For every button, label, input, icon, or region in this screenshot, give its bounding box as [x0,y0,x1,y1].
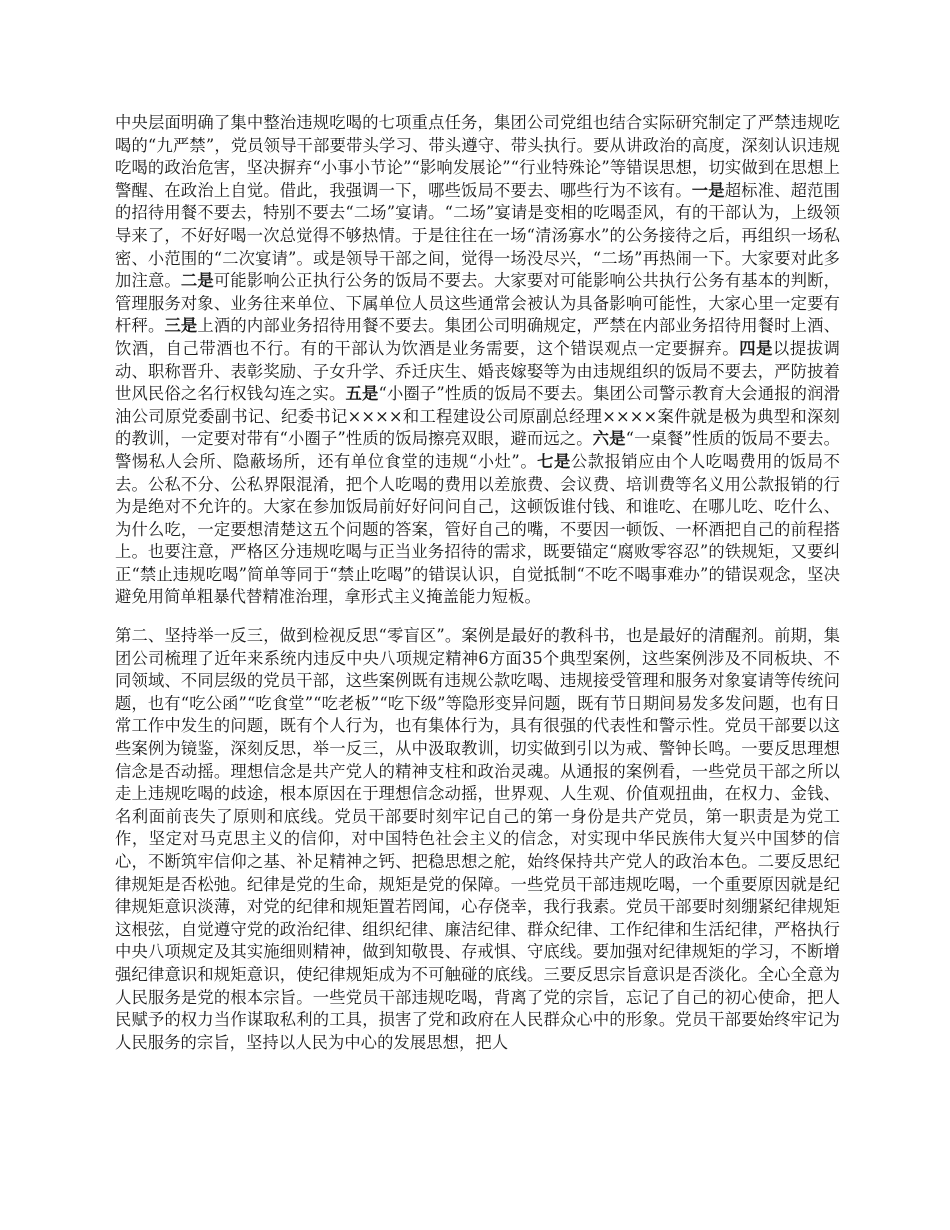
paragraph-1-text: 中央层面明确了集中整治违规吃喝的七项重点任务，集团公司党组也结合实际研究制定了严禁违规吃喝的“九严禁”，党员领导干部要带头学习、带头遵守、带头执行。要从讲政治的高度，深刻认识违规吃喝的政治危害，坚决摒弃“小事小节论”“影响发展论”“行业特殊论”等错误思想，切实做到在思想上警醒、在政治上自觉。借此，我强调一下，哪些饭局不要去、哪些行为不该有。 [115,113,840,200]
keyword-2: 二是 [180,271,214,291]
keyword-7: 七是 [537,451,571,471]
paragraph-1-text: 以提拔调动、职称晋升、表彰奖励、子女升学、乔迁庆生、婚丧嫁娶等为由违规组织的饭局不要去，严防披着世风民俗之名行权钱勾连之实。 [115,338,840,404]
document-page [115,112,840,1054]
keyword-6: 六是 [592,429,626,449]
paragraph-1-text: 上酒的内部业务招待用餐不要去。集团公司明确规定，严禁在内部业务招待用餐时上酒、饮酒，自己带酒也不行。有的干部认为饮酒是业务需要，这个错误观点一定要摒弃。 [115,316,840,358]
paragraph-1-text: 超标准、超范围的招待用餐不要去，特别不要去“二场”宴请。“二场”宴请是变相的吃喝歪风，有的干部认为，上级领导来了，不好好喝一次总觉得不够热情。于是往往在一场“清汤寡水”的公务接待之后，再组织一场私密、小范围的“二次宴请”。或是领导干部之间，觉得一场没尽兴，“二场”再热闹一下。大家要对此多加注意。 [115,180,841,291]
keyword-5: 五是 [345,384,379,404]
keyword-3: 三是 [164,316,198,336]
paragraph-1 [115,112,840,609]
keyword-4: 四是 [739,338,773,358]
paragraph-1-text: 公款报销应由个人吃喝费用的饭局不去。公私不分、公私界限混淆，把个人吃喝的费用以差旅费、会议费、培训费等名义用公款报销的行为是绝对不允许的。大家在参加饭局前好好问问自己，这顿饭谁付钱、和谁吃、在哪儿吃、吃什么、为什么吃，一定要想清楚这五个问题的答案，管好自己的嘴，不要因一顿饭、一杯酒把自己的前程搭上。也要注意，严格区分违规吃喝与正当业务招待的需求，既要锚定“腐败零容忍”的铁规矩，又要纠正“禁止违规吃喝”简单等同于“禁止吃喝”的错误认识，自觉抵制“不吃不喝事难办”的错误观念，坚决避免用简单粗暴代替精准治理，拿形式主义掩盖能力短板。 [115,451,840,607]
paragraph-1-text: 可能影响公正执行公务的饭局不要去。大家要对可能影响公共执行公务有基本的判断，管理服务对象、业务往来单位、下属单位人员这些通常会被认为具备影响可能性，大家心里一定要有杆秤。 [115,271,840,336]
keyword-1: 一是 [691,180,725,200]
paragraph-2: 第二、坚持举一反三，做到检视反思“零盲区”。案例是最好的教科书，也是最好的清醒剂。前期，集团公司梳理了近年来系统内违反中央八项规定精神6方面35个典型案例，这些案例涉及不同板块、不同领域、不同层级的党员干部，这些案例既有违规公款吃喝、违规接受管理和服务对象宴请等传统问题，也有“吃公函”“吃食堂”“吃老板”“吃下级”等隐形变异问题，既有节日期间易发多发问题，也有日常工作中发生的问题，既有个人行为，也有集体行为，具有很强的代表性和警示性。党员干部要以这些案例为镜鉴，深刻反思，举一反三，从中汲取教训，切实做到引以为戒、警钟长鸣。一要反思理想信念是否动摇。理想信念是共产党人的精神支柱和政治灵魂。从通报的案例看，一些党员干部之所以走上违规吃喝的歧途，根本原因在于理想信念动摇，世界观、人生观、价值观扭曲，在权力、金钱、名利面前丧失了原则和底线。党员干部要时刻牢记自己的第一身份是共产党员，第一职责是为党工作，坚定对马克思主义的信仰，对中国特色社会主义的信念，对实现中华民族伟大复兴中国梦的信心，不断筑牢信仰之基、补足精神之钙、把稳思想之舵，始终保持共产党人的政治本色。二要反思纪律规矩是否松弛。纪律是党的生命，规矩是党的保障。一些党员干部违规吃喝，一个重要原因就是纪律规矩意识淡薄，对党的纪律和规矩置若罔闻，心存侥幸，我行我素。党员干部要时刻绷紧纪律规矩这根弦，自觉遵守党的政治纪律、组织纪律、廉洁纪律、群众纪律、工作纪律和生活纪律，严格执行中央八项规定及其实施细则精神，做到知敬畏、存戒惧、守底线。要加强对纪律规矩的学习，不断增强纪律意识和规矩意识，使纪律规矩成为不可触碰的底线。三要反思宗旨意识是否淡化。全心全意为人民服务是党的根本宗旨。一些党员干部违规吃喝，背离了党的宗旨，忘记了自己的初心使命，把人民赋予的权力当作谋取私利的工具，损害了党和政府在人民群众心中的形象。党员干部要始终牢记为人民服务的宗旨，坚持以人民为中心的发展思想，把人 [115,626,840,1052]
paragraph-1-text: “小圈子”性质的饭局不要去。集团公司警示教育大会通报的润滑油公司原党委副书记、纪委书记××××和工程建设公司原副总经理××××案件就是极为典型和深刻的教训，一定要对带有“小圈子”性质的饭局擦亮双眼，避而远之。 [115,384,840,449]
paragraph-1-text: “一桌餐”性质的饭局不要去。警惕私人会所、隐蔽场所，还有单位食堂的违规“小灶”。 [115,429,840,471]
